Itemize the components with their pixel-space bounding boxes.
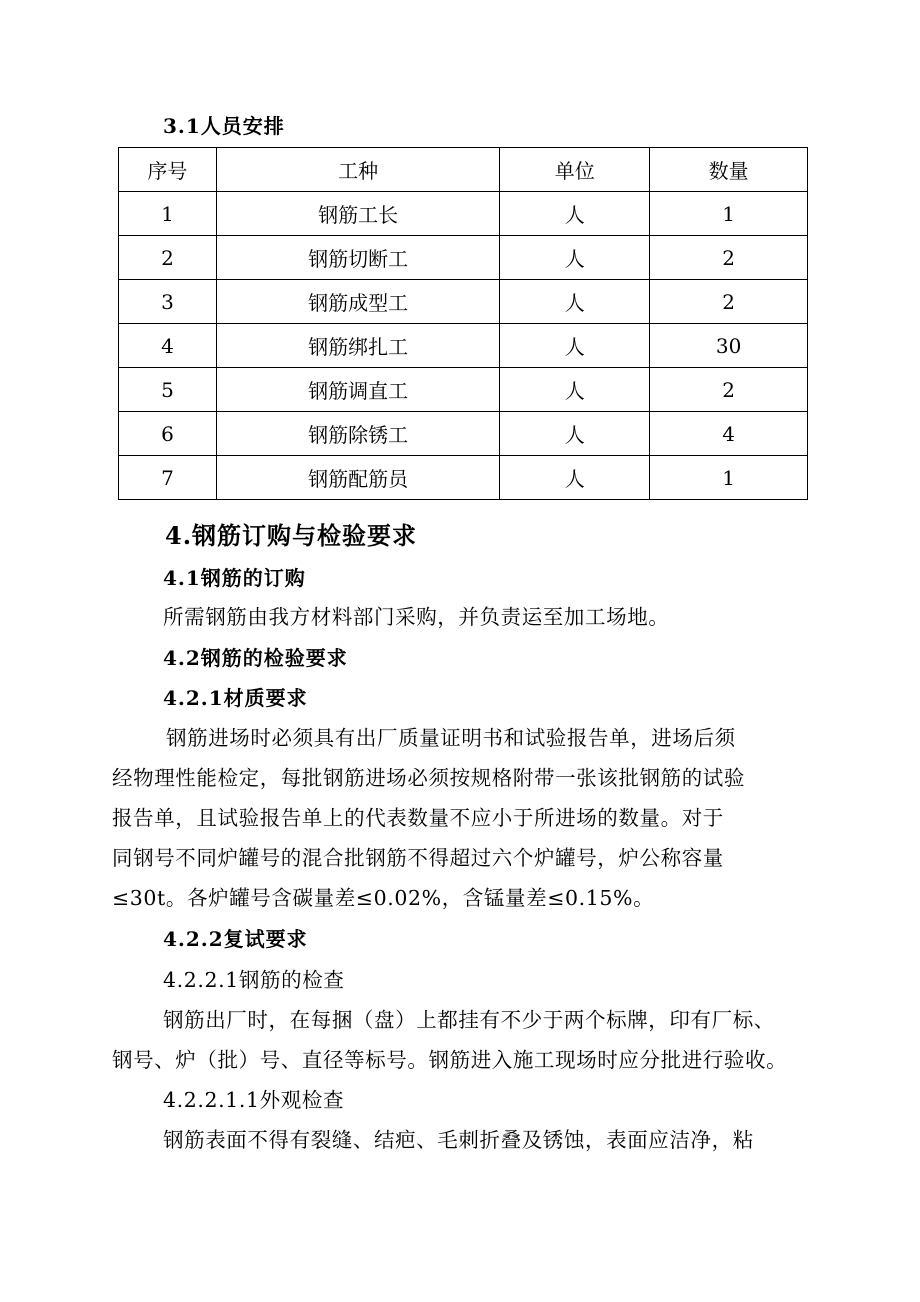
table-cell: 2 (650, 236, 808, 280)
section-4-2-2-heading: 4.2.2复试要求 (163, 927, 308, 951)
table-cell: 人 (500, 412, 650, 456)
table-row (119, 368, 808, 412)
paragraph-line: 报告单，且试验报告单上的代表数量不应小于所进场的数量。对于 (112, 806, 724, 830)
table-row (119, 280, 808, 324)
paragraph-line: 同钢号不同炉罐号的混合批钢筋不得超过六个炉罐号，炉公称容量 (112, 846, 724, 870)
table-row (119, 236, 808, 280)
paragraph-line: 钢筋出厂时，在每捆（盘）上都挂有不少于两个标牌，印有厂标、 (163, 1008, 775, 1032)
table-cell: 钢筋调直工 (216, 368, 500, 412)
section-4-2-heading: 4.2钢筋的检验要求 (163, 646, 348, 670)
section-4-2-2-1-1-heading: 4.2.2.1.1外观检查 (163, 1088, 345, 1112)
table-cell: 人 (500, 192, 650, 236)
header-cell: 单位 (500, 148, 650, 192)
table-row (119, 456, 808, 500)
table-cell: 2 (119, 236, 217, 280)
table-cell: 2 (650, 280, 808, 324)
table-row (119, 192, 808, 236)
table-cell: 钢筋绑扎工 (216, 324, 500, 368)
table-cell: 人 (500, 456, 650, 500)
staff-table (118, 147, 808, 500)
table-cell: 钢筋切断工 (216, 236, 500, 280)
table-cell: 7 (119, 456, 217, 500)
paragraph-line: 钢筋表面不得有裂缝、结疤、毛刺折叠及锈蚀，表面应洁净，粘 (163, 1128, 754, 1152)
table-cell: 5 (119, 368, 217, 412)
section-4-2-1-heading: 4.2.1材质要求 (163, 686, 308, 710)
table-cell: 人 (500, 236, 650, 280)
table-cell: 人 (500, 280, 650, 324)
table-cell: 6 (119, 412, 217, 456)
table-row (119, 412, 808, 456)
header-cell: 序号 (119, 148, 217, 192)
table-cell: 4 (119, 324, 217, 368)
table-cell: 3 (119, 280, 217, 324)
paragraph-line: 经物理性能检定，每批钢筋进场必须按规格附带一张该批钢筋的试验 (112, 766, 745, 790)
table-cell: 30 (650, 324, 808, 368)
table-cell: 1 (650, 456, 808, 500)
table-cell: 人 (500, 368, 650, 412)
table-cell: 钢筋配筋员 (216, 456, 500, 500)
section-4-1-heading: 4.1钢筋的订购 (163, 566, 306, 590)
table-cell: 2 (650, 368, 808, 412)
table-cell: 钢筋成型工 (216, 280, 500, 324)
table-cell: 1 (119, 192, 217, 236)
table-cell: 钢筋除锈工 (216, 412, 500, 456)
section-4-1-body: 所需钢筋由我方材料部门采购，并负责运至加工场地。 (163, 605, 670, 629)
table-row (119, 324, 808, 368)
section-3-1-heading: 3.1人员安排 (163, 114, 285, 138)
section-4-2-2-1-heading: 4.2.2.1钢筋的检查 (163, 968, 345, 992)
header-cell: 数量 (650, 148, 808, 192)
table-cell: 人 (500, 324, 650, 368)
paragraph-line: 钢筋进场时必须具有出厂质量证明书和试验报告单，进场后须 (166, 726, 736, 750)
paragraph-line: 钢号、炉（批）号、直径等标号。钢筋进入施工现场时应分批进行验收。 (112, 1048, 788, 1072)
table-cell: 1 (650, 192, 808, 236)
table-cell: 4 (650, 412, 808, 456)
header-cell: 工种 (216, 148, 500, 192)
paragraph-line: ≤30t。各炉罐号含碳量差≤0.02%，含锰量差≤0.15%。 (112, 886, 655, 910)
table-cell: 钢筋工长 (216, 192, 500, 236)
table-header-row (119, 148, 808, 192)
section-4-heading: 4.钢筋订购与检验要求 (165, 521, 418, 550)
